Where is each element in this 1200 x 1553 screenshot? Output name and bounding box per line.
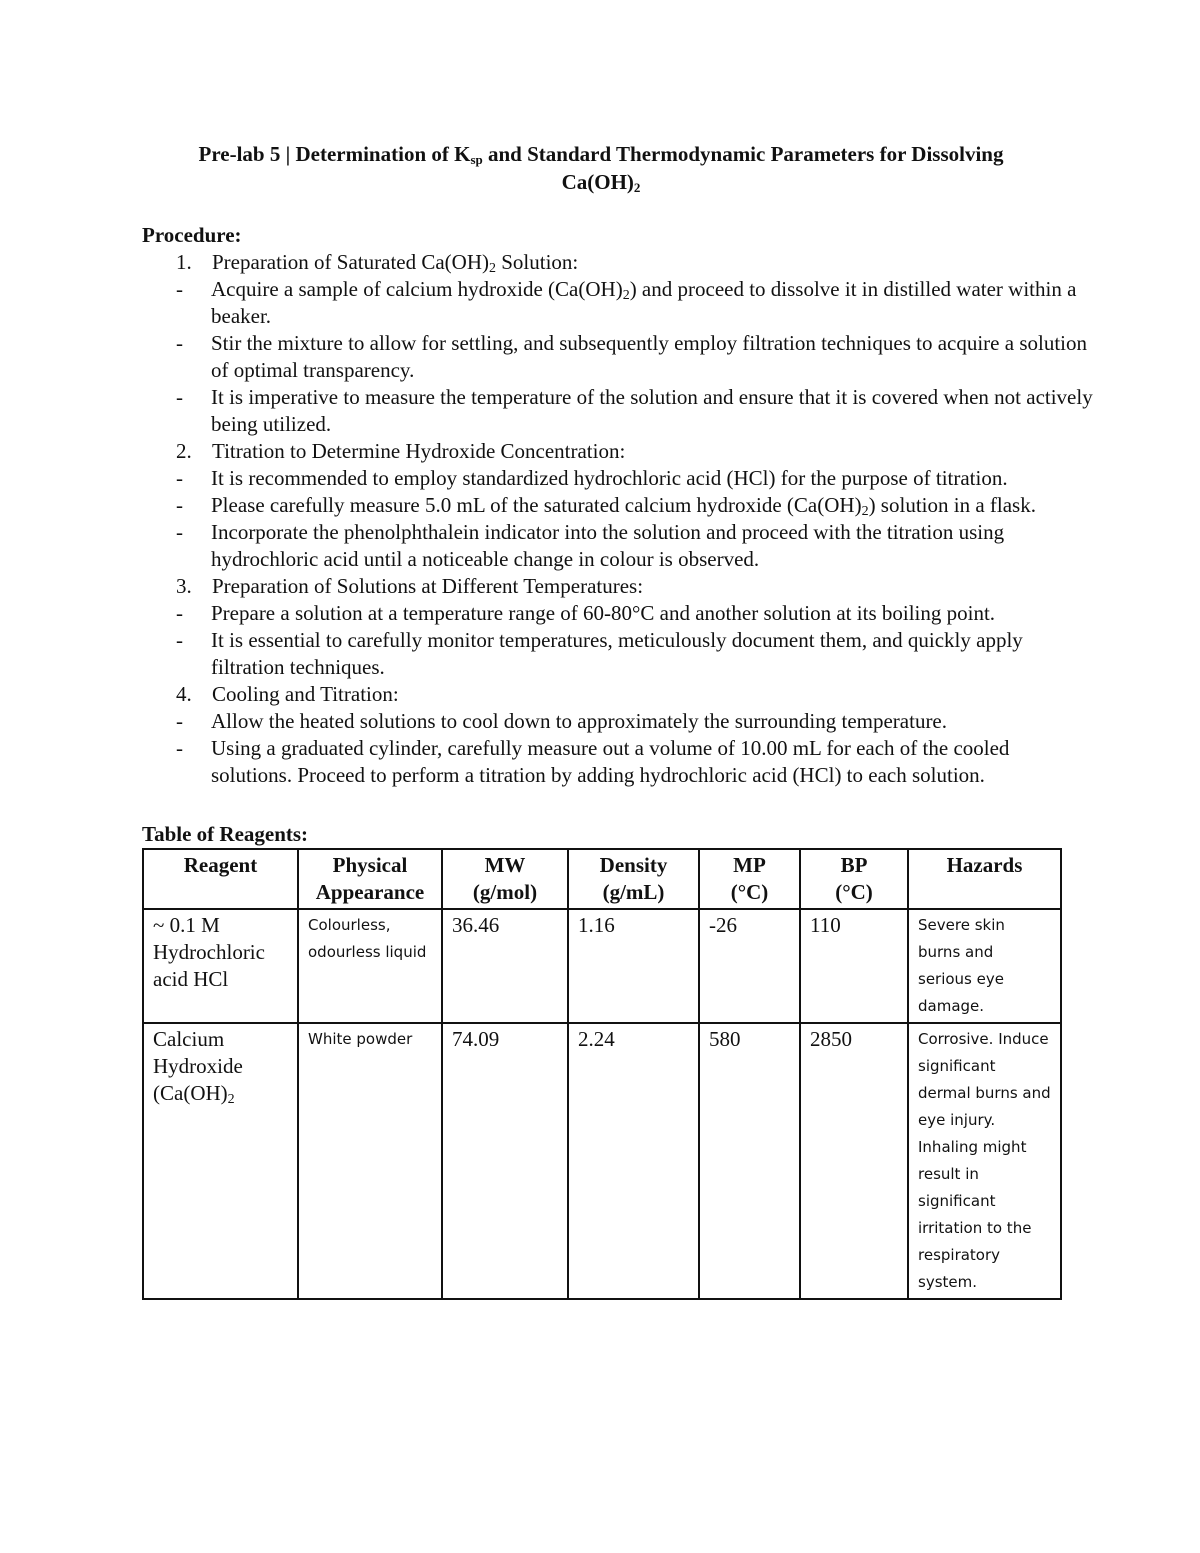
bullet-text: Stir the mixture to allow for settling, and subsequently employ filtration techniques to acquire a solution of optimal transparency. xyxy=(211,331,1087,382)
table-header-row xyxy=(143,849,1061,909)
bullet-item xyxy=(176,600,1094,627)
bullet-text: It is recommended to employ standardized hydrochloric acid (HCl) for the purpose of titration. xyxy=(211,466,1008,490)
step-number: 1. xyxy=(176,250,192,274)
step-bullets xyxy=(176,465,1060,573)
header-text: (°C) xyxy=(835,880,873,904)
header-text: (°C) xyxy=(730,880,769,904)
header-reagent xyxy=(143,849,298,909)
header-text: BP xyxy=(840,853,868,877)
cell-hazards: Corrosive. Induce significant dermal burns and eye injury. Inhaling might result in significant irritation to the respiratory system. xyxy=(908,1023,1061,1299)
cell-density: 2.24 xyxy=(568,1023,699,1299)
header-text: MP xyxy=(733,853,766,877)
step-number: 3. xyxy=(176,574,192,598)
cell-reagent-base: Calcium Hydroxide (Ca(OH) xyxy=(153,1027,243,1105)
dash-marker: - xyxy=(176,493,183,517)
bullet-text-base: Please carefully measure 5.0 mL of the saturated calcium hydroxide (Ca(OH) xyxy=(211,493,862,517)
bullet-item xyxy=(176,492,1094,519)
header-appearance xyxy=(298,849,442,909)
cell-hazards: Severe skin burns and serious eye damage. xyxy=(908,909,1061,1023)
bullet-item xyxy=(176,384,1094,438)
cell-mw: 74.09 xyxy=(442,1023,568,1299)
document-page xyxy=(142,140,1093,1300)
bullet-text: It is imperative to measure the temperature of the solution and ensure that it is covered when not actively being utilized. xyxy=(211,385,1093,436)
header-mp xyxy=(699,849,800,909)
dash-marker: - xyxy=(176,601,183,625)
dash-marker: - xyxy=(176,628,183,652)
bullet-text-sub: 2 xyxy=(622,288,630,303)
page-title xyxy=(142,140,1060,196)
cell-reagent: ~ 0.1 M Hydrochloric acid HCl xyxy=(143,909,298,1023)
header-text: Physical xyxy=(332,853,408,877)
bullet-text-base: Acquire a sample of calcium hydroxide (Ca(OH) xyxy=(211,277,623,301)
step-label: Cooling and Titration: xyxy=(212,682,399,706)
bullet-item xyxy=(176,465,1094,492)
procedure-step xyxy=(142,249,1093,438)
header-density xyxy=(568,849,699,909)
procedure-heading: Procedure: xyxy=(142,223,242,247)
dash-marker: - xyxy=(176,277,183,301)
cell-reagent-sub: 2 xyxy=(227,1092,235,1107)
step-bullets xyxy=(176,276,1093,438)
header-text: MW xyxy=(484,853,526,877)
step-label: Titration to Determine Hydroxide Concentration: xyxy=(212,439,626,463)
header-mw xyxy=(442,849,568,909)
step-bullets xyxy=(176,600,1060,681)
dash-marker: - xyxy=(176,736,183,760)
header-text: Reagent xyxy=(183,853,258,877)
step-number: 4. xyxy=(176,682,192,706)
procedure-step xyxy=(142,438,1060,573)
table-heading: Table of Reagents: xyxy=(142,822,309,846)
dash-marker: - xyxy=(176,466,183,490)
bullet-text: Using a graduated cylinder, carefully measure out a volume of 10.00 mL for each of the cooled solutions. Proceed to perform a titration by adding hydrochloric acid (HCl) to each solution. xyxy=(211,736,1010,787)
cell-reagent xyxy=(143,1023,298,1299)
title-line2 xyxy=(142,168,1060,196)
step-number: 2. xyxy=(176,439,192,463)
title-prefix: Pre-lab 5 | Determination of K xyxy=(198,142,471,166)
dash-marker: - xyxy=(176,331,183,355)
header-hazards xyxy=(908,849,1061,909)
bullet-text: Allow the heated solutions to cool down to approximately the surrounding temperature. xyxy=(211,709,948,733)
title-line2-base: Ca(OH) xyxy=(561,170,634,194)
header-text: Density xyxy=(599,853,668,877)
bullet-item xyxy=(176,708,1094,735)
header-text: (g/mL) xyxy=(602,880,665,904)
cell-appearance: White powder xyxy=(298,1023,442,1299)
cell-bp: 2850 xyxy=(800,1023,908,1299)
procedure-step xyxy=(142,681,1060,789)
bullet-item xyxy=(176,519,1094,573)
title-subscript: sp xyxy=(470,152,483,167)
table-row xyxy=(143,1023,1061,1299)
dash-marker: - xyxy=(176,520,183,544)
cell-mw: 36.46 xyxy=(442,909,568,1023)
reagents-table xyxy=(142,848,1062,1300)
step-bullets xyxy=(176,708,1060,789)
header-bp xyxy=(800,849,908,909)
bullet-text: Prepare a solution at a temperature range of 60-80°C and another solution at its boiling point. xyxy=(211,601,996,625)
cell-mp: 580 xyxy=(699,1023,800,1299)
step-label-sub: 2 xyxy=(489,261,496,276)
step-label xyxy=(212,250,578,274)
bullet-item xyxy=(176,627,1094,681)
bullet-text-sub: 2 xyxy=(861,504,869,519)
bullet-text-tail: ) solution in a flask. xyxy=(868,493,1036,517)
bullet-item xyxy=(176,735,1094,789)
title-line2-sub: 2 xyxy=(633,180,641,195)
dash-marker: - xyxy=(176,385,183,409)
bullet-text-tail: ) and proceed to dissolve it in distilled water within a beaker. xyxy=(211,277,1077,328)
cell-density: 1.16 xyxy=(568,909,699,1023)
header-text: Appearance xyxy=(315,880,425,904)
table-row xyxy=(143,909,1061,1023)
step-label-tail: Solution: xyxy=(496,250,579,274)
bullet-text: Incorporate the phenolphthalein indicator into the solution and proceed with the titration using hydrochloric acid until a noticeable change in colour is observed. xyxy=(211,520,1005,571)
procedure-step xyxy=(142,573,1060,681)
cell-mp: -26 xyxy=(699,909,800,1023)
bullet-item xyxy=(176,276,1094,330)
procedure-steps xyxy=(142,249,1093,789)
step-label: Preparation of Solutions at Different Temperatures: xyxy=(212,574,644,598)
title-suffix: and Standard Thermodynamic Parameters for Dissolving xyxy=(482,142,1004,166)
bullet-item xyxy=(176,330,1094,384)
dash-marker: - xyxy=(176,709,183,733)
step-label-base: Preparation of Saturated Ca(OH) xyxy=(212,250,489,274)
header-text: (g/mol) xyxy=(472,880,538,904)
cell-appearance: Colourless, odourless liquid xyxy=(298,909,442,1023)
bullet-text: It is essential to carefully monitor temperatures, meticulously document them, and quickly apply filtration techniques. xyxy=(211,628,1023,679)
header-text: Hazards xyxy=(946,853,1023,877)
cell-bp: 110 xyxy=(800,909,908,1023)
